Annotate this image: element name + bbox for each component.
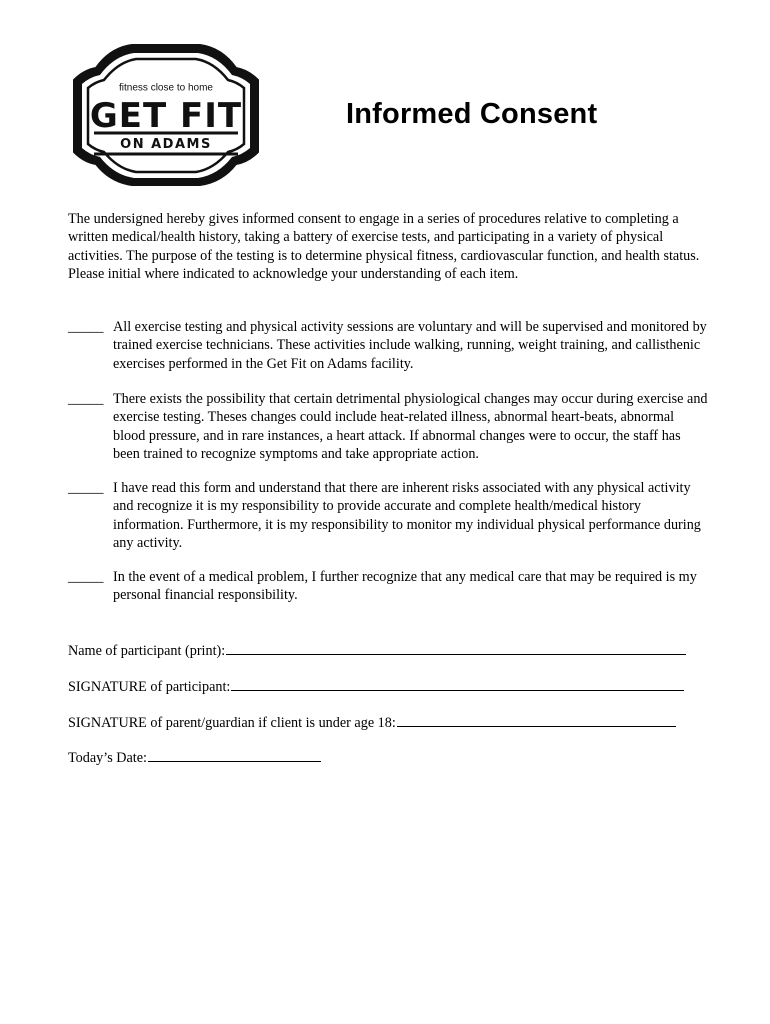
consent-item <box>68 390 708 464</box>
participant-name-field <box>68 641 686 660</box>
guardian-signature-field <box>68 713 676 732</box>
initial-blank[interactable]: _____ <box>68 569 104 585</box>
consent-item <box>68 318 708 373</box>
participant-name-label: Name of participant (print): <box>68 643 226 659</box>
initial-blank[interactable]: _____ <box>68 480 104 496</box>
date-label: Today’s Date: <box>68 750 147 766</box>
participant-signature-line[interactable] <box>231 677 684 691</box>
logo-brand: GET FIT <box>89 96 243 136</box>
consent-item-text: There exists the possibility that certain detrimental physiological changes may occur during exercise and exercise testing. Theses changes could include heat-related illness, abnormal heart-beats, abnormal blood pressure, and in rare instances, a heart attack. If abnormal changes were to occur, the staff has been trained to recognize symptoms and take appropriate action. <box>113 391 708 463</box>
consent-item-text: I have read this form and understand that there are inherent risks associated with any physical activity and recognize it is my responsibility to provide accurate and complete health/medical history information. Furthermore, it is my responsibility to monitor my individual physical performance during any activity. <box>113 480 701 552</box>
guardian-signature-label: SIGNATURE of parent/guardian if client is under age 18: <box>68 715 396 731</box>
consent-item <box>68 479 708 553</box>
participant-signature-field <box>68 677 684 696</box>
intro-paragraph: The undersigned hereby gives informed consent to engage in a series of procedures relative to completing a written medical/health history, taking a battery of exercise tests, and participating in a variety of physical activities. The purpose of the testing is to determine physical fitness, cardiovascular function, and health status. Please initial where indicated to acknowledge your understanding of each item. <box>68 211 700 283</box>
initial-blank[interactable]: _____ <box>68 319 104 335</box>
guardian-signature-line[interactable] <box>397 713 676 727</box>
participant-signature-label: SIGNATURE of participant: <box>68 679 231 695</box>
participant-name-line[interactable] <box>226 641 686 655</box>
consent-item <box>68 568 708 605</box>
consent-item-text: All exercise testing and physical activity sessions are voluntary and will be supervised and monitored by trained exercise technicians. These activities include walking, running, weight training, and callisthenic exercises performed in the Get Fit on Adams facility. <box>113 319 707 372</box>
date-line[interactable] <box>148 748 321 762</box>
date-field <box>68 748 321 767</box>
get-fit-logo <box>64 42 268 188</box>
initial-blank[interactable]: _____ <box>68 391 104 407</box>
consent-item-text: In the event of a medical problem, I further recognize that any medical care that may be required is my personal financial responsibility. <box>113 569 697 604</box>
logo-tagline: fitness close to home <box>119 82 213 94</box>
logo-location: ON ADAMS <box>120 137 212 152</box>
page-title: Informed Consent <box>346 98 598 130</box>
